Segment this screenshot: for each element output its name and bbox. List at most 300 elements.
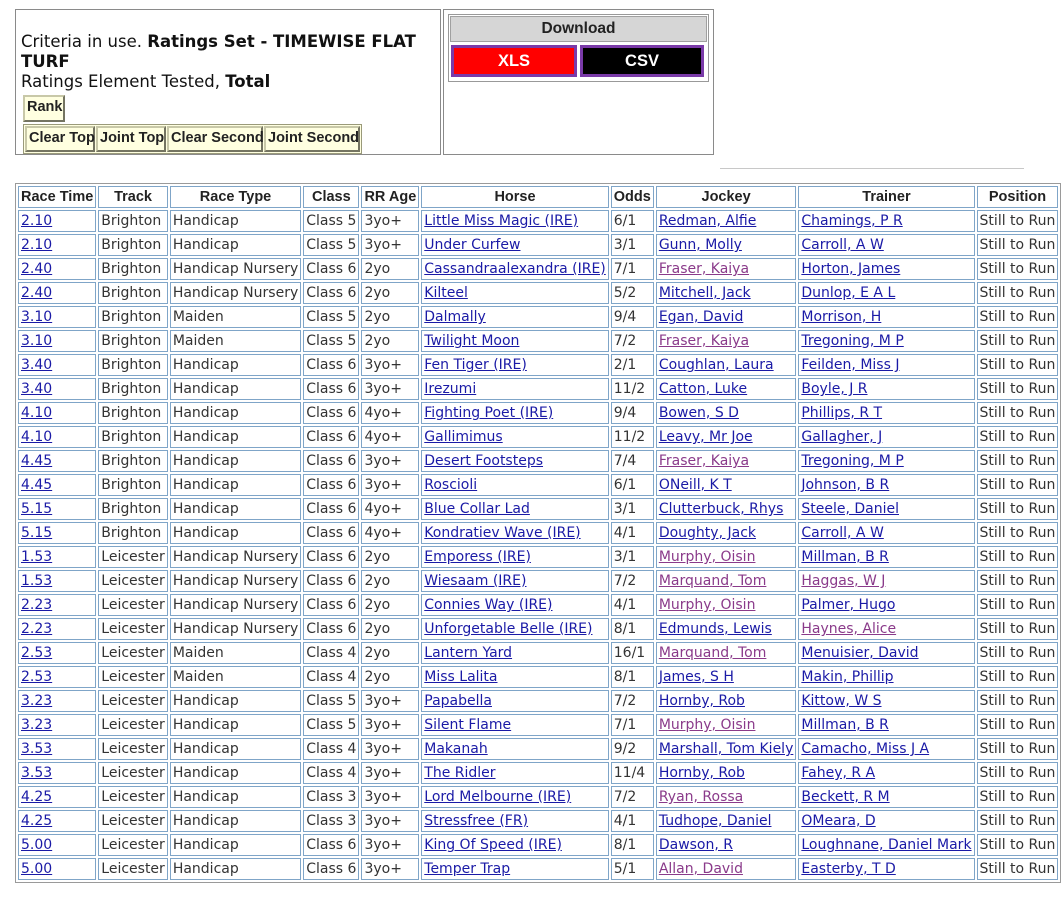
cell-odds: 11/4: [611, 762, 654, 784]
trainer-link[interactable]: Carroll, A W: [801, 525, 884, 541]
cell-horse: [421, 234, 609, 256]
cell-race-type: Handicap: [170, 786, 301, 808]
cell-race-time: [18, 546, 96, 568]
table-row: [18, 210, 1058, 232]
column-header-track: Track: [98, 186, 168, 208]
cell-race-type: Handicap Nursery: [170, 258, 301, 280]
cell-rr-age: 4yo+: [361, 402, 419, 424]
cell-class: Class 6: [303, 378, 359, 400]
cell-race-time: [18, 330, 96, 352]
horse-link[interactable]: Stressfree (FR): [424, 813, 529, 829]
horse-link[interactable]: Gallimimus: [424, 429, 503, 445]
table-row: [18, 546, 1058, 568]
trainer-link[interactable]: OMeara, D: [801, 813, 876, 829]
cell-race-time: [18, 570, 96, 592]
cell-horse: [421, 402, 609, 424]
cell-track: Leicester: [98, 834, 168, 856]
trainer-link[interactable]: Fahey, R A: [801, 765, 876, 781]
cell-jockey: [656, 834, 797, 856]
race-time-link[interactable]: 2.40: [21, 261, 53, 277]
cell-horse: [421, 834, 609, 856]
horse-link[interactable]: Connies Way (IRE): [424, 597, 553, 613]
cell-class: Class 5: [303, 690, 359, 712]
cell-horse: [421, 618, 609, 640]
horse-link[interactable]: Miss Lalita: [424, 669, 498, 685]
cell-race-type: Maiden: [170, 666, 301, 688]
cell-track: Brighton: [98, 426, 168, 448]
trainer-link[interactable]: Easterby, T D: [801, 861, 896, 877]
cell-jockey: [656, 738, 797, 760]
trainer-link[interactable]: Carroll, A W: [801, 237, 884, 253]
column-header-trainer: Trainer: [798, 186, 974, 208]
cell-jockey: [656, 570, 797, 592]
cell-jockey: [656, 858, 797, 880]
cell-trainer: [798, 546, 974, 568]
xls-download-button[interactable]: XLS: [451, 45, 577, 77]
cell-class: Class 6: [303, 618, 359, 640]
horse-link[interactable]: Temper Trap: [424, 861, 511, 877]
cell-race-type: Handicap: [170, 522, 301, 544]
cell-rr-age: 3yo+: [361, 474, 419, 496]
horse-link[interactable]: The Ridler: [424, 765, 496, 781]
horse-link[interactable]: Irezumi: [424, 381, 477, 397]
results-table: [15, 183, 1061, 883]
joint-second-button[interactable]: Joint Second: [264, 126, 360, 152]
cell-rr-age: 3yo+: [361, 690, 419, 712]
race-time-link[interactable]: 2.23: [21, 597, 53, 613]
jockey-link[interactable]: Hornby, Rob: [658, 765, 745, 781]
cell-horse: [421, 690, 609, 712]
jockey-link[interactable]: Marshall, Tom Kiely: [658, 741, 794, 757]
criteria-line-ratings-set: [21, 32, 440, 72]
cell-race-time: [18, 834, 96, 856]
jockey-link[interactable]: Murphy, Oisin: [658, 597, 756, 613]
trainer-link[interactable]: Steele, Daniel: [801, 501, 899, 517]
column-header-jockey: Jockey: [656, 186, 797, 208]
cell-horse: [421, 738, 609, 760]
cell-class: Class 4: [303, 666, 359, 688]
jockey-link[interactable]: Allan, David: [658, 861, 743, 877]
trainer-link[interactable]: Tregoning, M P: [801, 453, 904, 469]
race-time-link[interactable]: 3.40: [21, 357, 53, 373]
trainer-link[interactable]: Dunlop, E A L: [801, 285, 896, 301]
cell-odds: 3/1: [611, 498, 654, 520]
cell-horse: [421, 522, 609, 544]
criteria-label: Criteria in use.: [21, 32, 142, 51]
csv-download-button[interactable]: CSV: [580, 45, 704, 77]
horse-link[interactable]: Lantern Yard: [424, 645, 513, 661]
cell-horse: [421, 474, 609, 496]
race-time-link[interactable]: 5.00: [21, 837, 53, 853]
cell-trainer: [798, 786, 974, 808]
race-time-link[interactable]: 1.53: [21, 573, 53, 589]
cell-jockey: [656, 786, 797, 808]
cell-odds: 7/2: [611, 330, 654, 352]
jockey-link[interactable]: Edmunds, Lewis: [658, 621, 772, 637]
trainer-link[interactable]: Millman, B R: [801, 549, 889, 565]
jockey-link[interactable]: Marquand, Tom: [658, 573, 767, 589]
cell-horse: [421, 810, 609, 832]
jockey-link[interactable]: ONeill, K T: [658, 477, 732, 493]
cell-track: Leicester: [98, 738, 168, 760]
cell-jockey: [656, 474, 797, 496]
race-time-link[interactable]: 4.10: [21, 429, 53, 445]
jockey-link[interactable]: Bowen, S D: [658, 405, 739, 421]
race-time-link[interactable]: 4.45: [21, 453, 53, 469]
jockey-link[interactable]: Catton, Luke: [658, 381, 748, 397]
cell-trainer: [798, 594, 974, 616]
cell-jockey: [656, 594, 797, 616]
cell-track: Leicester: [98, 594, 168, 616]
jockey-link[interactable]: Hornby, Rob: [658, 693, 745, 709]
jockey-link[interactable]: Murphy, Oisin: [658, 549, 756, 565]
cell-rr-age: 3yo+: [361, 810, 419, 832]
trainer-link[interactable]: Loughnane, Daniel Mark: [801, 837, 972, 853]
cell-track: Brighton: [98, 258, 168, 280]
race-time-link[interactable]: 5.15: [21, 525, 53, 541]
cell-horse: [421, 498, 609, 520]
race-time-link[interactable]: 2.10: [21, 213, 53, 229]
column-header-rr-age: RR Age: [361, 186, 419, 208]
cell-jockey: [656, 714, 797, 736]
table-row: [18, 810, 1058, 832]
element-label: Ratings Element Tested,: [21, 72, 220, 91]
jockey-link[interactable]: Mitchell, Jack: [658, 285, 751, 301]
column-header-position: Position: [977, 186, 1059, 208]
race-time-link[interactable]: 4.25: [21, 813, 53, 829]
race-time-link[interactable]: 2.23: [21, 621, 53, 637]
cell-position: Still to Run: [977, 762, 1059, 784]
cell-class: Class 6: [303, 834, 359, 856]
trainer-link[interactable]: Morrison, H: [801, 309, 882, 325]
cell-race-time: [18, 450, 96, 472]
horse-link[interactable]: Twilight Moon: [424, 333, 520, 349]
cell-race-time: [18, 306, 96, 328]
horse-link[interactable]: Fen Tiger (IRE): [424, 357, 527, 373]
jockey-link[interactable]: Fraser, Kaiya: [658, 261, 750, 277]
jockey-link[interactable]: Murphy, Oisin: [658, 717, 756, 733]
jockey-link[interactable]: Leavy, Mr Joe: [658, 429, 753, 445]
cell-horse: [421, 546, 609, 568]
cell-jockey: [656, 690, 797, 712]
cell-odds: 8/1: [611, 618, 654, 640]
horse-link[interactable]: Roscioli: [424, 477, 478, 493]
horse-link[interactable]: Under Curfew: [424, 237, 521, 253]
race-time-link[interactable]: 1.53: [21, 549, 53, 565]
cell-odds: 7/2: [611, 786, 654, 808]
cell-race-type: Handicap Nursery: [170, 594, 301, 616]
cell-jockey: [656, 258, 797, 280]
cell-track: Brighton: [98, 234, 168, 256]
cell-rr-age: 4yo+: [361, 426, 419, 448]
trainer-link[interactable]: Kittow, W S: [801, 693, 882, 709]
horizontal-divider: [720, 168, 1024, 169]
cell-race-time: [18, 642, 96, 664]
cell-class: Class 6: [303, 402, 359, 424]
trainer-link[interactable]: Gallagher, J: [801, 429, 883, 445]
cell-track: Leicester: [98, 618, 168, 640]
horse-link[interactable]: Little Miss Magic (IRE): [424, 213, 579, 229]
cell-race-time: [18, 378, 96, 400]
race-time-link[interactable]: 3.23: [21, 717, 53, 733]
cell-race-time: [18, 714, 96, 736]
cell-race-type: Handicap: [170, 810, 301, 832]
trainer-link[interactable]: Menuisier, David: [801, 645, 919, 661]
horse-link[interactable]: Wiesaam (IRE): [424, 573, 527, 589]
race-time-link[interactable]: 3.53: [21, 765, 53, 781]
cell-track: Brighton: [98, 450, 168, 472]
table-row: [18, 306, 1058, 328]
cell-horse: [421, 642, 609, 664]
cell-track: Leicester: [98, 786, 168, 808]
cell-horse: [421, 282, 609, 304]
horse-link[interactable]: Dalmally: [424, 309, 486, 325]
cell-race-type: Handicap Nursery: [170, 282, 301, 304]
table-row: [18, 642, 1058, 664]
table-row: [18, 666, 1058, 688]
jockey-link[interactable]: James, S H: [658, 669, 734, 685]
horse-link[interactable]: Blue Collar Lad: [424, 501, 530, 517]
table-row: [18, 858, 1058, 880]
cell-class: Class 4: [303, 642, 359, 664]
race-time-link[interactable]: 3.53: [21, 741, 53, 757]
column-header-race-time: Race Time: [18, 186, 96, 208]
cell-jockey: [656, 426, 797, 448]
cell-trainer: [798, 738, 974, 760]
jockey-link[interactable]: Tudhope, Daniel: [658, 813, 772, 829]
table-row: [18, 282, 1058, 304]
table-row: [18, 570, 1058, 592]
cell-race-time: [18, 402, 96, 424]
cell-race-type: Handicap: [170, 690, 301, 712]
cell-class: Class 6: [303, 474, 359, 496]
cell-class: Class 6: [303, 282, 359, 304]
cell-race-time: [18, 810, 96, 832]
race-time-link[interactable]: 3.23: [21, 693, 53, 709]
cell-race-type: Handicap: [170, 210, 301, 232]
cell-position: Still to Run: [977, 330, 1059, 352]
race-time-link[interactable]: 5.00: [21, 861, 53, 877]
trainer-link[interactable]: Millman, B R: [801, 717, 889, 733]
cell-trainer: [798, 306, 974, 328]
table-row: [18, 426, 1058, 448]
table-row: [18, 618, 1058, 640]
cell-jockey: [656, 402, 797, 424]
cell-jockey: [656, 618, 797, 640]
cell-class: Class 3: [303, 810, 359, 832]
trainer-link[interactable]: Makin, Phillip: [801, 669, 894, 685]
table-row: [18, 714, 1058, 736]
cell-rr-age: 2yo: [361, 306, 419, 328]
rank-button[interactable]: Rank: [23, 95, 65, 122]
joint-top-button[interactable]: Joint Top: [96, 126, 166, 152]
horse-link[interactable]: Emporess (IRE): [424, 549, 531, 565]
cell-horse: [421, 786, 609, 808]
horse-link[interactable]: Kondratiev Wave (IRE): [424, 525, 581, 541]
trainer-link[interactable]: Haynes, Alice: [801, 621, 897, 637]
race-time-link[interactable]: 2.40: [21, 285, 53, 301]
cell-position: Still to Run: [977, 858, 1059, 880]
jockey-link[interactable]: Ryan, Rossa: [658, 789, 744, 805]
trainer-link[interactable]: Chamings, P R: [801, 213, 903, 229]
cell-odds: 4/1: [611, 594, 654, 616]
cell-track: Brighton: [98, 378, 168, 400]
jockey-link[interactable]: Marquand, Tom: [658, 645, 767, 661]
race-time-link[interactable]: 2.53: [21, 645, 53, 661]
trainer-link[interactable]: Camacho, Miss J A: [801, 741, 930, 757]
horse-link[interactable]: Fighting Poet (IRE): [424, 405, 554, 421]
cell-position: Still to Run: [977, 546, 1059, 568]
race-time-link[interactable]: 5.15: [21, 501, 53, 517]
cell-rr-age: 2yo: [361, 282, 419, 304]
criteria-panel: [15, 9, 441, 155]
cell-race-time: [18, 666, 96, 688]
cell-horse: [421, 306, 609, 328]
trainer-link[interactable]: Phillips, R T: [801, 405, 883, 421]
cell-race-time: [18, 786, 96, 808]
horse-link[interactable]: Makanah: [424, 741, 488, 757]
race-time-link[interactable]: 4.45: [21, 477, 53, 493]
cell-track: Brighton: [98, 354, 168, 376]
cell-rr-age: 2yo: [361, 618, 419, 640]
cell-class: Class 6: [303, 426, 359, 448]
cell-track: Leicester: [98, 810, 168, 832]
cell-class: Class 6: [303, 594, 359, 616]
cell-odds: 6/1: [611, 474, 654, 496]
cell-track: Brighton: [98, 210, 168, 232]
jockey-link[interactable]: Coughlan, Laura: [658, 357, 774, 373]
jockey-link[interactable]: Fraser, Kaiya: [658, 333, 750, 349]
cell-race-type: Handicap Nursery: [170, 546, 301, 568]
jockey-link[interactable]: Dawson, R: [658, 837, 733, 853]
jockey-link[interactable]: Doughty, Jack: [658, 525, 756, 541]
cell-trainer: [798, 834, 974, 856]
trainer-link[interactable]: Johnson, B R: [801, 477, 890, 493]
horse-link[interactable]: Desert Footsteps: [424, 453, 544, 469]
race-time-link[interactable]: 4.25: [21, 789, 53, 805]
cell-class: Class 4: [303, 738, 359, 760]
cell-odds: 7/2: [611, 690, 654, 712]
cell-race-type: Handicap: [170, 834, 301, 856]
cell-race-time: [18, 210, 96, 232]
cell-odds: 5/2: [611, 282, 654, 304]
jockey-link[interactable]: Egan, David: [658, 309, 744, 325]
trainer-link[interactable]: Palmer, Hugo: [801, 597, 896, 613]
cell-position: Still to Run: [977, 354, 1059, 376]
cell-odds: 16/1: [611, 642, 654, 664]
cell-horse: [421, 210, 609, 232]
cell-class: Class 5: [303, 714, 359, 736]
horse-link[interactable]: Unforgetable Belle (IRE): [424, 621, 593, 637]
cell-horse: [421, 378, 609, 400]
cell-rr-age: 2yo: [361, 258, 419, 280]
race-time-link[interactable]: 3.40: [21, 381, 53, 397]
cell-odds: 9/2: [611, 738, 654, 760]
cell-race-type: Handicap Nursery: [170, 618, 301, 640]
clear-second-button[interactable]: Clear Second: [167, 126, 263, 152]
cell-position: Still to Run: [977, 498, 1059, 520]
trainer-link[interactable]: Feilden, Miss J: [801, 357, 900, 373]
trainer-link[interactable]: Boyle, J R: [801, 381, 868, 397]
race-time-link[interactable]: 3.10: [21, 309, 53, 325]
cell-position: Still to Run: [977, 474, 1059, 496]
cell-jockey: [656, 282, 797, 304]
horse-link[interactable]: Silent Flame: [424, 717, 512, 733]
race-time-link[interactable]: 3.10: [21, 333, 53, 349]
cell-trainer: [798, 450, 974, 472]
jockey-link[interactable]: Fraser, Kaiya: [658, 453, 750, 469]
trainer-link[interactable]: Haggas, W J: [801, 573, 886, 589]
cell-race-time: [18, 282, 96, 304]
criteria-line-element: [21, 72, 440, 92]
cell-race-time: [18, 426, 96, 448]
cell-odds: 8/1: [611, 666, 654, 688]
trainer-link[interactable]: Tregoning, M P: [801, 333, 904, 349]
table-header-row: [18, 186, 1058, 208]
clear-top-button[interactable]: Clear Top: [25, 126, 95, 152]
cell-odds: 7/1: [611, 258, 654, 280]
race-time-link[interactable]: 2.10: [21, 237, 53, 253]
cell-horse: [421, 762, 609, 784]
cell-horse: [421, 714, 609, 736]
cell-position: Still to Run: [977, 522, 1059, 544]
trainer-link[interactable]: Beckett, R M: [801, 789, 890, 805]
jockey-link[interactable]: Clutterbuck, Rhys: [658, 501, 784, 517]
cell-class: Class 6: [303, 546, 359, 568]
cell-track: Leicester: [98, 858, 168, 880]
horse-link[interactable]: Kilteel: [424, 285, 468, 301]
cell-trainer: [798, 402, 974, 424]
cell-class: Class 6: [303, 570, 359, 592]
cell-rr-age: 3yo+: [361, 378, 419, 400]
cell-race-time: [18, 738, 96, 760]
table-row: [18, 738, 1058, 760]
horse-link[interactable]: King Of Speed (IRE): [424, 837, 562, 853]
cell-trainer: [798, 282, 974, 304]
cell-trainer: [798, 330, 974, 352]
horse-link[interactable]: Papabella: [424, 693, 492, 709]
race-time-link[interactable]: 4.10: [21, 405, 53, 421]
horse-link[interactable]: Lord Melbourne (IRE): [424, 789, 572, 805]
jockey-link[interactable]: Gunn, Molly: [658, 237, 742, 253]
cell-jockey: [656, 330, 797, 352]
cell-class: Class 6: [303, 522, 359, 544]
criteria-text: [21, 32, 440, 92]
cell-odds: 9/4: [611, 306, 654, 328]
cell-class: Class 6: [303, 354, 359, 376]
cell-position: Still to Run: [977, 834, 1059, 856]
cell-trainer: [798, 810, 974, 832]
cell-odds: 8/1: [611, 834, 654, 856]
cell-position: Still to Run: [977, 690, 1059, 712]
cell-horse: [421, 450, 609, 472]
horse-link[interactable]: Cassandraalexandra (IRE): [424, 261, 606, 277]
trainer-link[interactable]: Horton, James: [801, 261, 901, 277]
cell-odds: 3/1: [611, 546, 654, 568]
jockey-link[interactable]: Redman, Alfie: [658, 213, 757, 229]
cell-rr-age: 3yo+: [361, 714, 419, 736]
cell-trainer: [798, 498, 974, 520]
cell-class: Class 5: [303, 330, 359, 352]
cell-race-type: Handicap: [170, 714, 301, 736]
cell-race-type: Handicap: [170, 402, 301, 424]
race-time-link[interactable]: 2.53: [21, 669, 53, 685]
cell-jockey: [656, 522, 797, 544]
cell-race-type: Handicap: [170, 738, 301, 760]
cell-rr-age: 3yo+: [361, 858, 419, 880]
cell-trainer: [798, 642, 974, 664]
table-row: [18, 594, 1058, 616]
